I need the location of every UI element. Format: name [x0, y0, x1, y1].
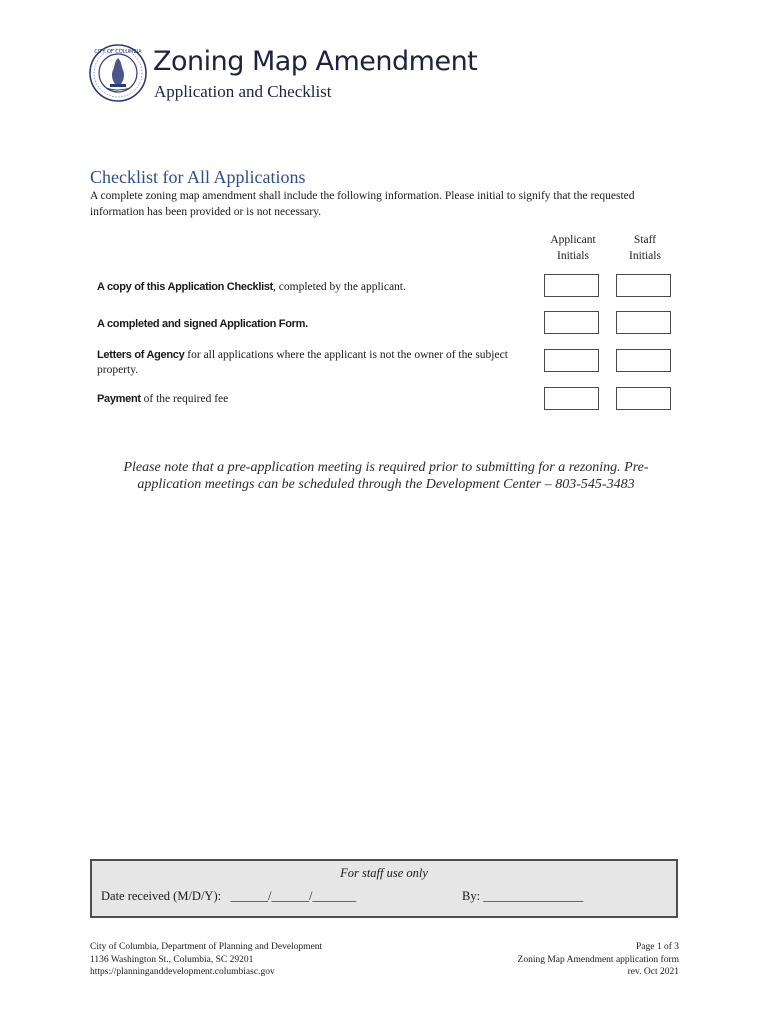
applicant-initials-field[interactable] — [544, 387, 599, 410]
staff-initials-field[interactable] — [616, 387, 671, 410]
received-by-label: By: — [462, 889, 481, 903]
received-by-field[interactable] — [462, 889, 583, 904]
checklist-item — [97, 280, 517, 295]
checklist-item-title: A completed and signed Application Form. — [97, 318, 308, 330]
city-seal-icon — [89, 44, 147, 102]
footer-form-name: Zoning Map Amendment application form — [517, 954, 679, 965]
footer-department: City of Columbia, Department of Planning and Development — [90, 942, 323, 952]
date-received-label: Date received (M/D/Y): — [101, 889, 222, 903]
footer-page-info — [518, 941, 679, 979]
checklist-item — [97, 317, 517, 332]
checklist-item-desc: for all applications where the applicant is not the owner of the subject property. — [97, 349, 508, 376]
page-subtitle: Application and Checklist — [154, 82, 332, 101]
checklist-item-desc: , completed by the applicant. — [273, 281, 406, 293]
footer-address — [90, 941, 322, 979]
svg-text:CITY OF COLUMBIA: CITY OF COLUMBIA — [94, 49, 142, 55]
received-by-blank: ________________ — [483, 889, 584, 903]
staff-use-panel — [90, 859, 678, 918]
staff-initials-field[interactable] — [616, 349, 671, 372]
footer-street: 1136 Washington St., Columbia, SC 29201 — [90, 954, 254, 965]
checklist-item — [97, 348, 517, 378]
applicant-initials-field[interactable] — [544, 311, 599, 334]
footer-url: https://planninganddevelopment.columbiasc.gov — [90, 967, 275, 977]
checklist-item — [97, 392, 517, 407]
checklist-intro: A complete zoning map amendment shall include the following information. Please initial to signify that the requested information has been provided or is not necessary. — [90, 190, 635, 218]
applicant-initials-field[interactable] — [544, 349, 599, 372]
staff-initials-header — [610, 233, 680, 264]
checklist-heading: Checklist for All Applications — [90, 167, 306, 187]
applicant-initials-field[interactable] — [544, 274, 599, 297]
date-received-blank: ______/______/_______ — [230, 889, 357, 903]
date-received-field[interactable] — [101, 889, 356, 904]
footer-page-number: Page 1 of 3 — [635, 942, 679, 952]
checklist-item-desc: of the required fee — [140, 393, 229, 405]
applicant-header-line2: Initials — [557, 249, 589, 262]
staff-header-line1: Staff — [633, 234, 657, 246]
staff-header-line2: Initials — [629, 249, 661, 262]
staff-initials-field[interactable] — [616, 274, 671, 297]
applicant-header-line1: Applicant — [550, 234, 596, 246]
checklist-item-title: Letters of Agency — [97, 349, 185, 361]
checklist-item-title: Payment — [97, 393, 141, 405]
staff-use-title: For staff use only — [340, 866, 428, 880]
checklist-item-title: A copy of this Application Checklist — [97, 281, 274, 293]
footer-revision: rev. Oct 2021 — [627, 967, 679, 977]
page-title: Zoning Map Amendment — [153, 46, 478, 77]
staff-initials-field[interactable] — [616, 311, 671, 334]
applicant-initials-header — [537, 233, 609, 264]
pre-application-note: Please note that a pre-application meeting is required prior to submitting for a rezoning. Pre-application meetings can be scheduled through the Development Center – 803-545-3483 — [123, 460, 649, 492]
